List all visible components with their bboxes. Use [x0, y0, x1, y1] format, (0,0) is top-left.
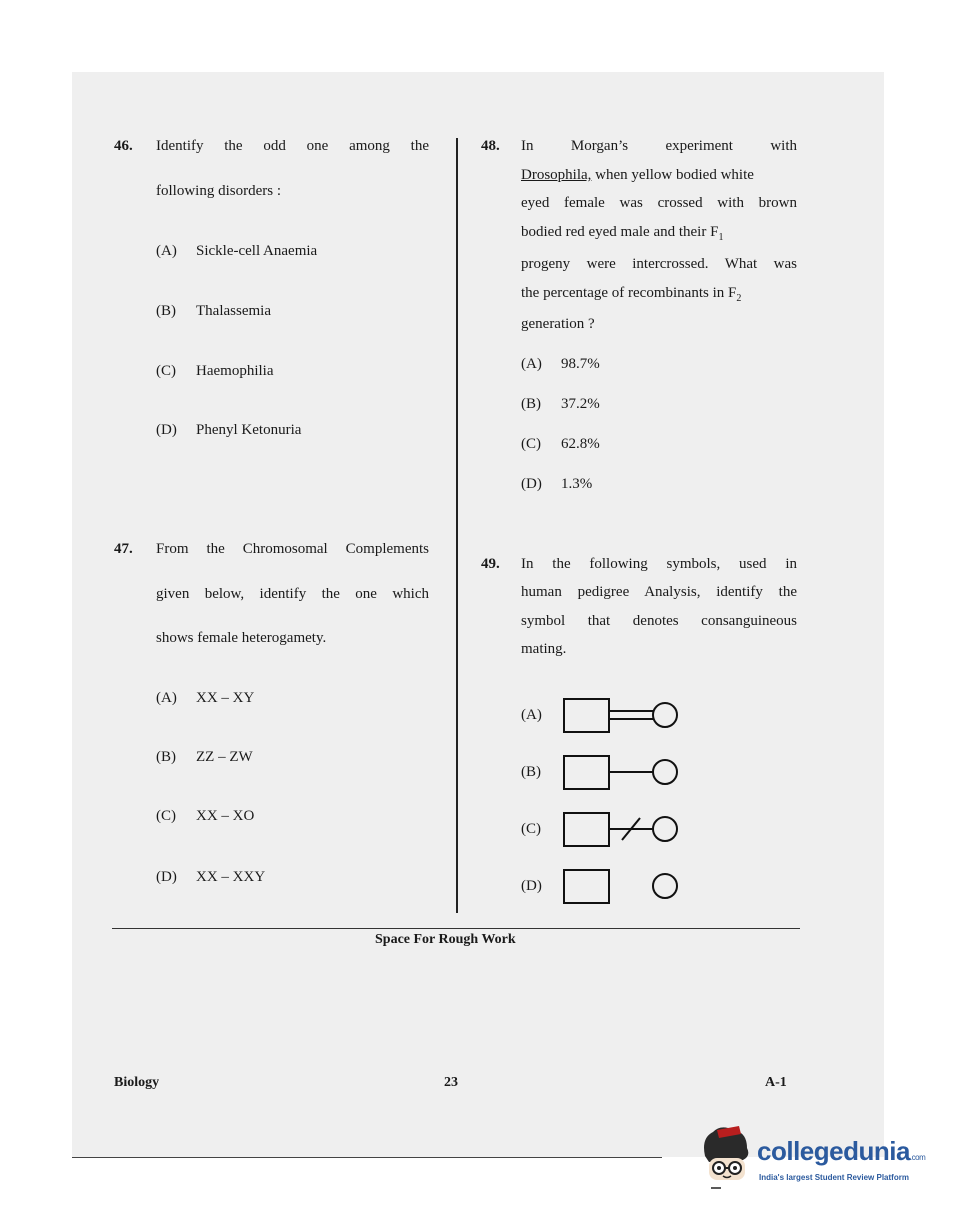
- q47-option-a[interactable]: [156, 690, 254, 707]
- option-label: (C): [156, 808, 176, 824]
- logo-wordmark: [757, 1136, 925, 1167]
- unmated-symbol[interactable]: [560, 867, 680, 907]
- option-text: ZZ – ZW: [196, 749, 253, 765]
- q47-text-line1: From the Chromosomal Complements: [156, 541, 429, 557]
- q48-line2-rest: when yellow bodied white: [591, 167, 754, 183]
- option-label: (D): [156, 422, 177, 438]
- option-label: (C): [521, 436, 541, 452]
- q46-number: 46.: [114, 138, 133, 154]
- q48-option-d[interactable]: [521, 476, 592, 493]
- option-text: Phenyl Ketonuria: [196, 422, 302, 438]
- q49-number: 49.: [481, 556, 500, 572]
- logo-tagline: India's largest Student Review Platform: [759, 1173, 909, 1182]
- q49-line4: mating.: [521, 641, 567, 657]
- q49-line1: In the following symbols, used in: [521, 556, 797, 572]
- q47-option-d[interactable]: [156, 869, 265, 886]
- subscript-1: 1: [718, 232, 724, 243]
- option-text: XX – XY: [196, 690, 255, 706]
- option-label: (B): [156, 303, 176, 319]
- option-label: (C): [156, 363, 176, 379]
- q48-line4: [521, 218, 723, 252]
- q48-line6-main: the percentage of recombinants in F: [521, 285, 737, 301]
- q47-option-b[interactable]: [156, 749, 253, 766]
- option-label: (D): [521, 476, 542, 492]
- q49-option-b-label[interactable]: (B): [521, 764, 541, 780]
- q49-option-c-label[interactable]: (C): [521, 821, 541, 837]
- option-text: Haemophilia: [196, 363, 274, 379]
- q48-line4-main: bodied red eyed male and their F: [521, 224, 719, 240]
- option-text: 62.8%: [561, 436, 600, 452]
- option-text: 98.7%: [561, 356, 600, 372]
- q49-option-d-label[interactable]: (D): [521, 878, 542, 894]
- bottom-rule: [72, 1157, 662, 1158]
- option-text: XX – XXY: [196, 869, 266, 885]
- q48-line5: progeny were intercrossed. What was: [521, 256, 797, 272]
- option-text: 1.3%: [561, 476, 593, 492]
- option-label: (A): [156, 690, 177, 706]
- drosophila-term: Drosophila,: [521, 167, 592, 183]
- option-label: (B): [521, 396, 541, 412]
- q48-line6: [521, 279, 741, 313]
- column-divider: [456, 138, 458, 913]
- q47-option-c[interactable]: [156, 808, 254, 825]
- q48-option-c[interactable]: [521, 436, 600, 453]
- q49-line3: symbol that denotes consanguineous: [521, 613, 797, 629]
- q46-option-c[interactable]: [156, 363, 273, 380]
- q46-option-a[interactable]: [156, 243, 317, 260]
- q48-line7: generation ?: [521, 316, 595, 332]
- footer-subject: Biology: [114, 1075, 160, 1090]
- q48-number: 48.: [481, 138, 500, 154]
- q46-option-b[interactable]: [156, 303, 271, 320]
- q49-option-a-label[interactable]: (A): [521, 707, 542, 723]
- option-text: Thalassemia: [196, 303, 271, 319]
- rough-work-separator: [112, 928, 800, 929]
- logo-suffix: .com: [909, 1153, 926, 1162]
- q48-option-b[interactable]: [521, 396, 600, 413]
- divorce-symbol[interactable]: [560, 810, 680, 850]
- option-label: (A): [156, 243, 177, 259]
- option-label: (A): [521, 356, 542, 372]
- footer-page-number: 23: [444, 1075, 458, 1090]
- q48-line2: [521, 161, 754, 190]
- q47-text-line2: given below, identify the one which: [156, 586, 429, 602]
- q48-line3: eyed female was crossed with brown: [521, 195, 797, 211]
- footer-code: A-1: [765, 1075, 787, 1090]
- option-label: (D): [156, 869, 177, 885]
- logo-name: collegedunia: [757, 1136, 910, 1166]
- option-text: 37.2%: [561, 396, 600, 412]
- mating-symbol[interactable]: [560, 753, 680, 793]
- q47-number: 47.: [114, 541, 133, 557]
- subscript-2: 2: [736, 293, 742, 304]
- collegedunia-mascot-icon: [695, 1122, 755, 1194]
- rough-work-label: Space For Rough Work: [375, 932, 516, 947]
- option-text: Sickle-cell Anaemia: [196, 243, 318, 259]
- q46-text-line1: Identify the odd one among the: [156, 138, 429, 154]
- q47-text-line3: shows female heterogamety.: [156, 630, 327, 646]
- option-label: (B): [156, 749, 176, 765]
- q48-option-a[interactable]: [521, 356, 600, 373]
- q49-line2: human pedigree Analysis, identify the: [521, 584, 797, 600]
- q46-text-line2: following disorders :: [156, 183, 281, 199]
- consanguineous-mating-symbol[interactable]: [560, 696, 680, 736]
- q46-option-d[interactable]: [156, 422, 301, 439]
- option-text: XX – XO: [196, 808, 255, 824]
- q48-line1: In Morgan’s experiment with: [521, 138, 797, 154]
